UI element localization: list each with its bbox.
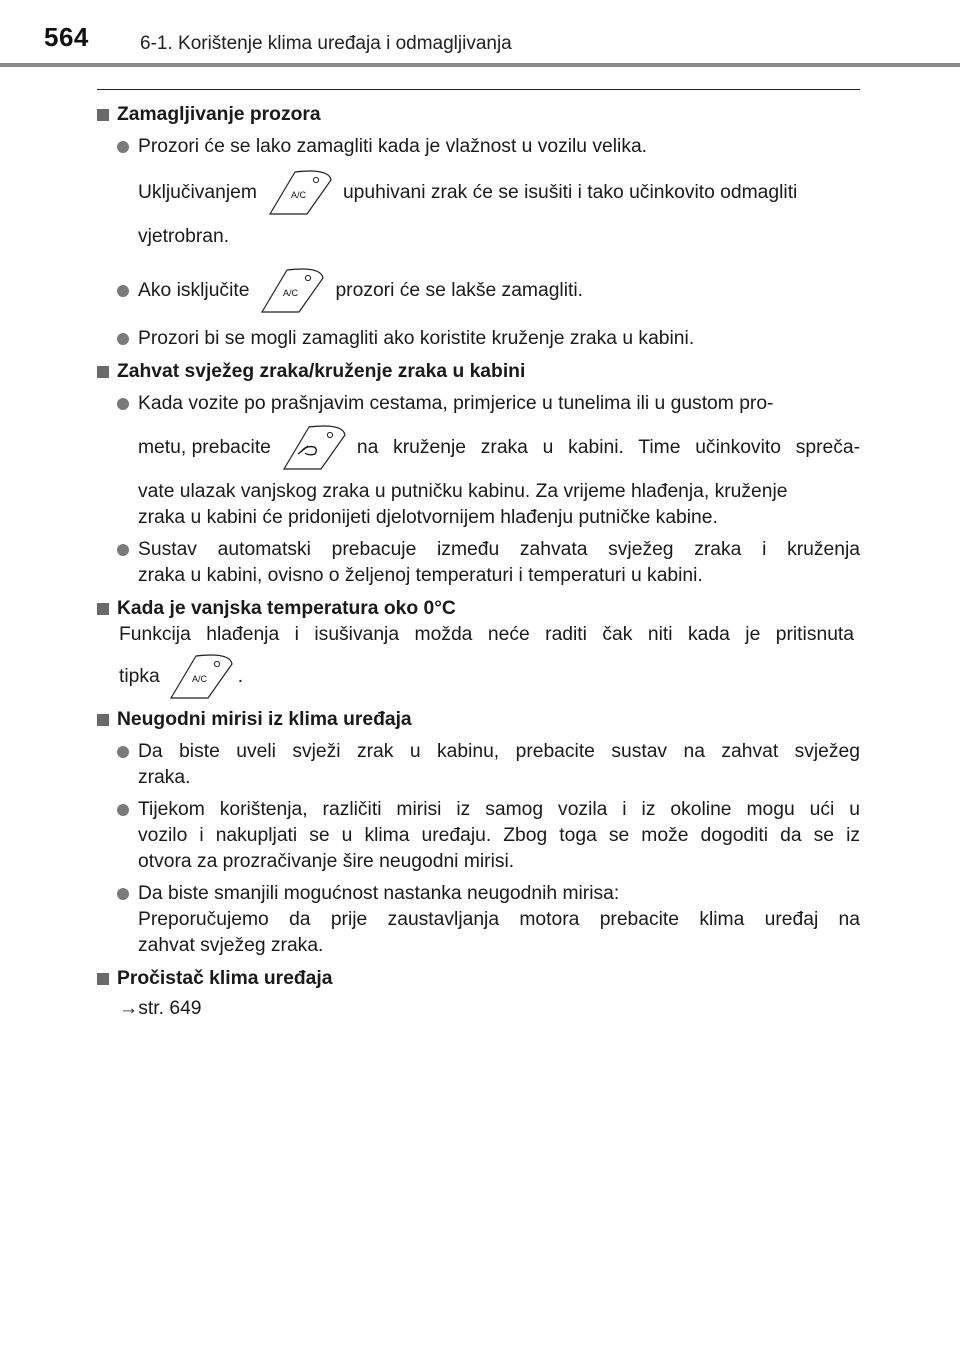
- list-item: Prozori bi se mogli zamagliti ako koristite kruženje zraka u kabini.: [97, 326, 860, 352]
- section-title: Kada je vanjska temperatura oko 0°C: [97, 595, 860, 622]
- ac-button-icon: [259, 268, 325, 314]
- bullet-dot-icon: [117, 888, 129, 900]
- svg-text:A/C: A/C: [290, 190, 306, 200]
- bullet-dot-icon: [117, 804, 129, 816]
- section-outside-temperature: Kada je vanjska temperatura oko 0°C Funkcija hlađenja i isušivanja možda neće raditi čak niti kada je pritisnuta tipka A/C .: [97, 595, 860, 700]
- section-square-bullet-icon: [97, 366, 109, 378]
- list-item: Prozori će se lako zamagliti kada je vlažnost u vozilu velika. Uključivanjem A/C upuhivani zrak će se isušiti i tako učinkovito odmagliti vjetrobran.: [97, 134, 860, 250]
- section-unpleasant-odors: [97, 706, 860, 959]
- list-item: Tijekom korištenja, različiti mirisi iz samog vozila i iz okoline mogu ući u vozilo i nakupljati se u klima uređaju. Zbog toga se može dogoditi da se iz otvora za prozračivanje šire neugodni mirisi.: [97, 797, 860, 875]
- section-square-bullet-icon: [97, 714, 109, 726]
- section-title: Zamagljivanje prozora: [97, 101, 860, 128]
- page-header: [0, 0, 960, 72]
- page-content: [97, 95, 860, 1022]
- list-item: Da biste smanjili mogućnost nastanka neugodnih mirisa: Preporučujemo da prije zaustavljanja motora prebacite klima uređaj na zahvat svježeg zraka.: [97, 881, 860, 959]
- section-square-bullet-icon: [97, 603, 109, 615]
- svg-text:A/C: A/C: [191, 674, 207, 684]
- bullet-dot-icon: [117, 285, 129, 297]
- bullet-dot-icon: [117, 141, 129, 153]
- svg-text:A/C: A/C: [283, 288, 299, 298]
- page-reference-link[interactable]: →str. 649: [119, 998, 202, 1019]
- list-item: Kada vozite po prašnjavim cestama, primjerice u tunelima ili u gustom pro- metu, prebacite na kruženje zraka u kabini. Time učinkovito spreča- vate ulazak vanjskog zraka u putničku kabinu. Za vrijeme hlađenja, kruženje zraka u kabini će pridonijeti djelotvornijem hlađenju putničke kabine.: [97, 391, 860, 531]
- section-air-intake: [97, 358, 860, 589]
- section-title: Zahvat svježeg zraka/kruženje zraka u kabini: [97, 358, 860, 385]
- section-title: Neugodni mirisi iz klima uređaja: [97, 706, 860, 733]
- bullet-dot-icon: [117, 333, 129, 345]
- list-item: Da biste uveli svježi zrak u kabinu, prebacite sustav na zahvat svježeg zraka.: [97, 739, 860, 791]
- ac-button-icon: [267, 170, 333, 216]
- content-top-divider: [97, 89, 860, 90]
- section-square-bullet-icon: [97, 109, 109, 121]
- ac-button-icon: [168, 654, 234, 700]
- section-window-fogging: [97, 101, 860, 352]
- bullet-dot-icon: [117, 746, 129, 758]
- bullet-dot-icon: [117, 398, 129, 410]
- list-item: Sustav automatski prebacuje između zahvata svježeg zraka i kruženja zraka u kabini, ovisno o željenoj temperaturi i temperaturi u kabini.: [97, 537, 860, 589]
- bullet-dot-icon: [117, 544, 129, 556]
- section-square-bullet-icon: [97, 973, 109, 985]
- air-recirculation-button-icon: [281, 425, 347, 471]
- page-number: 564: [44, 22, 89, 52]
- header-divider: [0, 63, 960, 67]
- section-air-filter: [97, 965, 860, 1022]
- list-item: Ako isključite A/C prozori će se lakše zamagliti.: [97, 268, 860, 314]
- chapter-title: 6-1. Korištenje klima uređaja i odmagljivanja: [140, 33, 512, 54]
- section-title: Pročistač klima uređaja: [97, 965, 860, 992]
